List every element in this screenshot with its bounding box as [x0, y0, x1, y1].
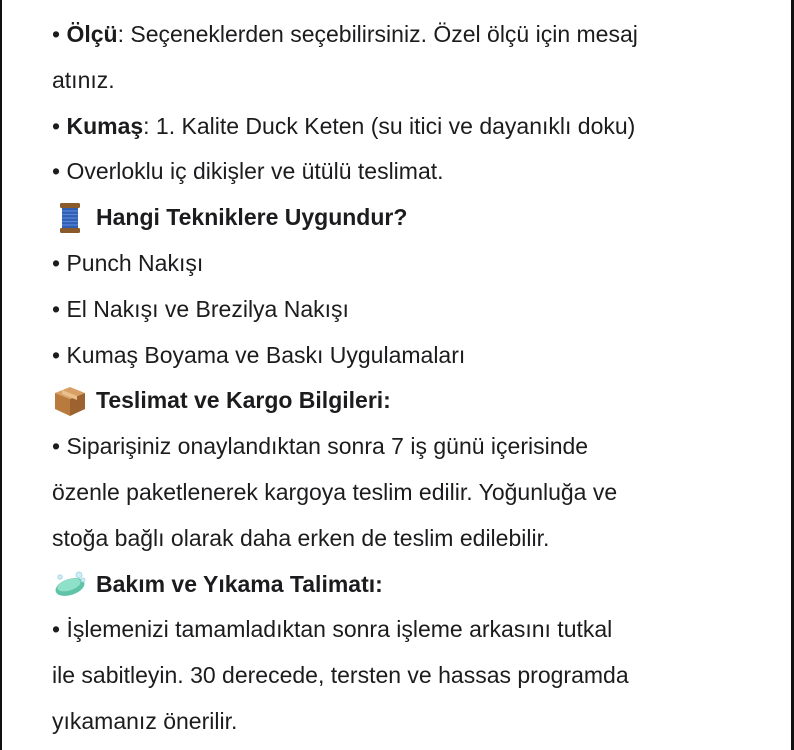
- size-line: [52, 12, 752, 58]
- bullet: •: [52, 112, 61, 139]
- size-label: Ölçü: [66, 21, 118, 47]
- left-border: [0, 0, 2, 750]
- spool-of-thread-icon: [52, 200, 88, 236]
- care-line: ile sabitleyin. 30 derecede, tersten ve hassas programda: [52, 662, 629, 689]
- shipping-heading: [52, 378, 752, 424]
- soap-bar-icon: [52, 566, 88, 602]
- care-line: yıkamanız önerilir.: [52, 707, 238, 734]
- technique-item: • Kumaş Boyama ve Baskı Uygulamaları: [52, 341, 466, 368]
- fabric-label: Kumaş: [66, 112, 144, 139]
- techniques-heading: [52, 195, 752, 241]
- care-title: Bakım ve Yıkama Talimatı:: [96, 570, 383, 597]
- overlock-line: • Overloklu iç dikişler ve ütülü teslimat.: [52, 158, 444, 185]
- bullet: •: [52, 21, 61, 47]
- fabric-line: [52, 104, 752, 150]
- technique-item: • Punch Nakışı: [52, 249, 204, 276]
- technique-item: • El Nakışı ve Brezilya Nakışı: [52, 295, 349, 322]
- shipping-line: özenle paketlenerek kargoya teslim edilir. Yoğunluğa ve: [52, 478, 618, 505]
- package-box-icon: [52, 383, 88, 419]
- fabric-text: : 1. Kalite Duck Keten (su itici ve dayanıklı doku): [143, 112, 636, 139]
- care-heading: [52, 562, 752, 608]
- size-line-continued: atınız.: [52, 66, 115, 93]
- shipping-line: • Siparişiniz onaylandıktan sonra 7 iş günü içerisinde: [52, 433, 589, 460]
- shipping-title: Teslimat ve Kargo Bilgileri:: [96, 387, 391, 414]
- techniques-title: Hangi Tekniklere Uygundur?: [96, 204, 408, 231]
- care-line: • İşlemenizi tamamladıktan sonra işleme arkasını tutkal: [52, 616, 613, 643]
- shipping-line: stoğa bağlı olarak daha erken de teslim edilebilir.: [52, 524, 550, 551]
- size-text: : Seçeneklerden seçebilirsiniz. Özel ölçü için mesaj: [117, 21, 638, 47]
- product-details: [52, 12, 752, 745]
